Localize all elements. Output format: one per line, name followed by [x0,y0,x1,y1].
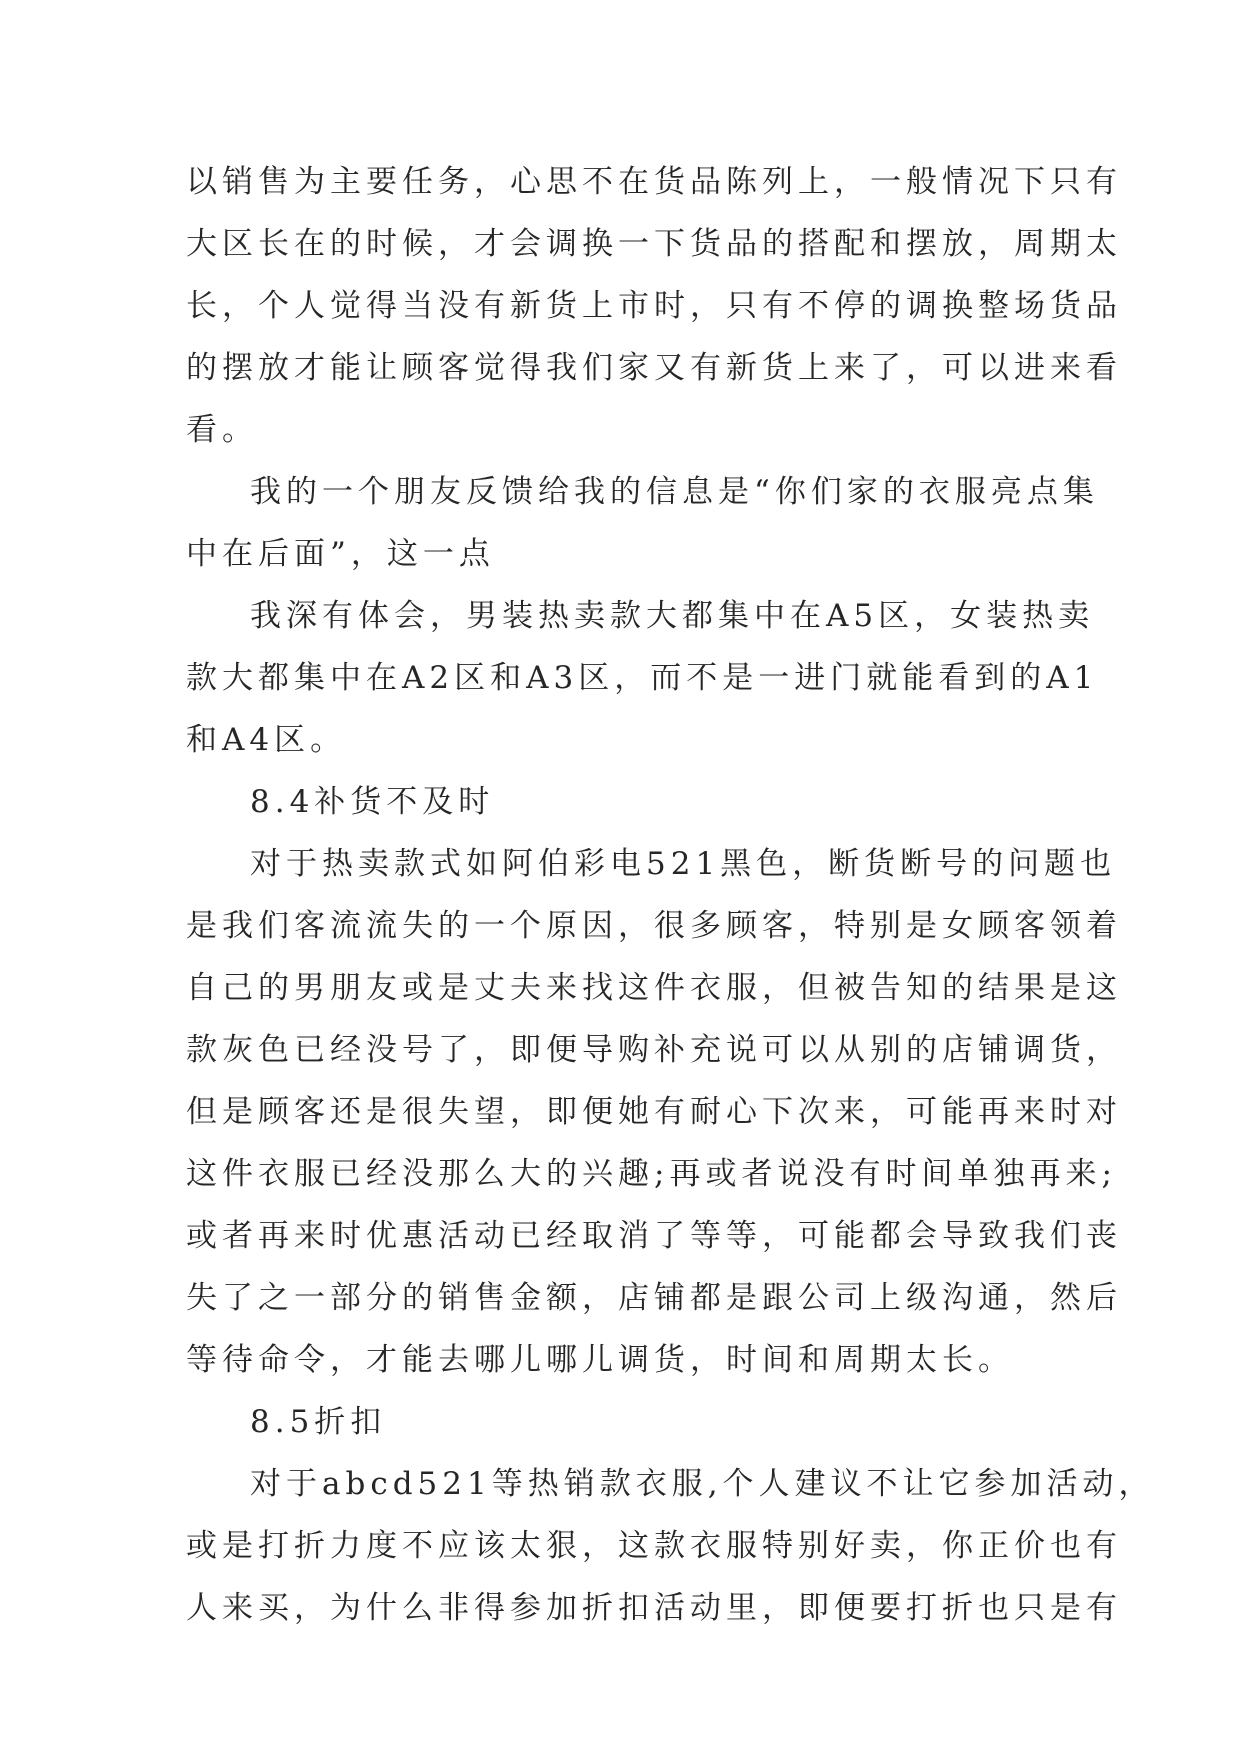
text-line: 是我们客流流失的一个原因，很多顾客，特别是女顾客领着 [186,908,1122,944]
text-line: 人来买，为什么非得参加折扣活动里，即便要打折也只是有 [186,1590,1122,1626]
text-line: 的摆放才能让顾客觉得我们家又有新货上来了，可以进来看 [186,350,1122,386]
text-line: 看。 [186,412,258,448]
paragraph-start: 对于热卖款式如阿伯彩电521黑色，断货断号的问题也 [250,846,1117,882]
text-line: 大区长在的时候，才会调换一下货品的搭配和摆放，周期太 [186,226,1122,262]
text-line: 失了之一部分的销售金额，店铺都是跟公司上级沟通，然后 [186,1280,1122,1316]
text-line: 或者再来时优惠活动已经取消了等等，可能都会导致我们丧 [186,1218,1122,1254]
text-line: 和A4区。 [186,722,347,758]
paragraph-start: 我的一个朋友反馈给我的信息是“你们家的衣服亮点集 [250,474,1099,510]
section-heading: 8.4补货不及时 [250,784,495,820]
section-heading: 8.5折扣 [250,1404,387,1440]
text-line: 款灰色已经没号了，即便导购补充说可以从别的店铺调货， [186,1032,1122,1068]
text-line: 这件衣服已经没那么大的兴趣;再或者说没有时间单独再来; [186,1156,1117,1192]
text-line: 以销售为主要任务，心思不在货品陈列上，一般情况下只有 [186,164,1122,200]
text-line: 长，个人觉得当没有新货上市时，只有不停的调换整场货品 [186,288,1122,324]
text-line: 或是打折力度不应该太狠，这款衣服特别好卖，你正价也有 [186,1528,1122,1564]
text-line: 中在后面”，这一点 [186,536,495,572]
paragraph-start: 对于abcd521等热销款衣服,个人建议不让它参加活动， [250,1466,1155,1502]
text-line: 自己的男朋友或是丈夫来找这件衣服，但被告知的结果是这 [186,970,1122,1006]
paragraph-start: 我深有体会，男装热卖款大都集中在A5区，女装热卖 [250,598,1095,634]
text-line: 等待命令，才能去哪儿哪儿调货，时间和周期太长。 [186,1342,1014,1378]
text-line: 款大都集中在A2区和A3区，而不是一进门就能看到的A1 [186,660,1099,696]
text-line: 但是顾客还是很失望，即便她有耐心下次来，可能再来时对 [186,1094,1122,1130]
